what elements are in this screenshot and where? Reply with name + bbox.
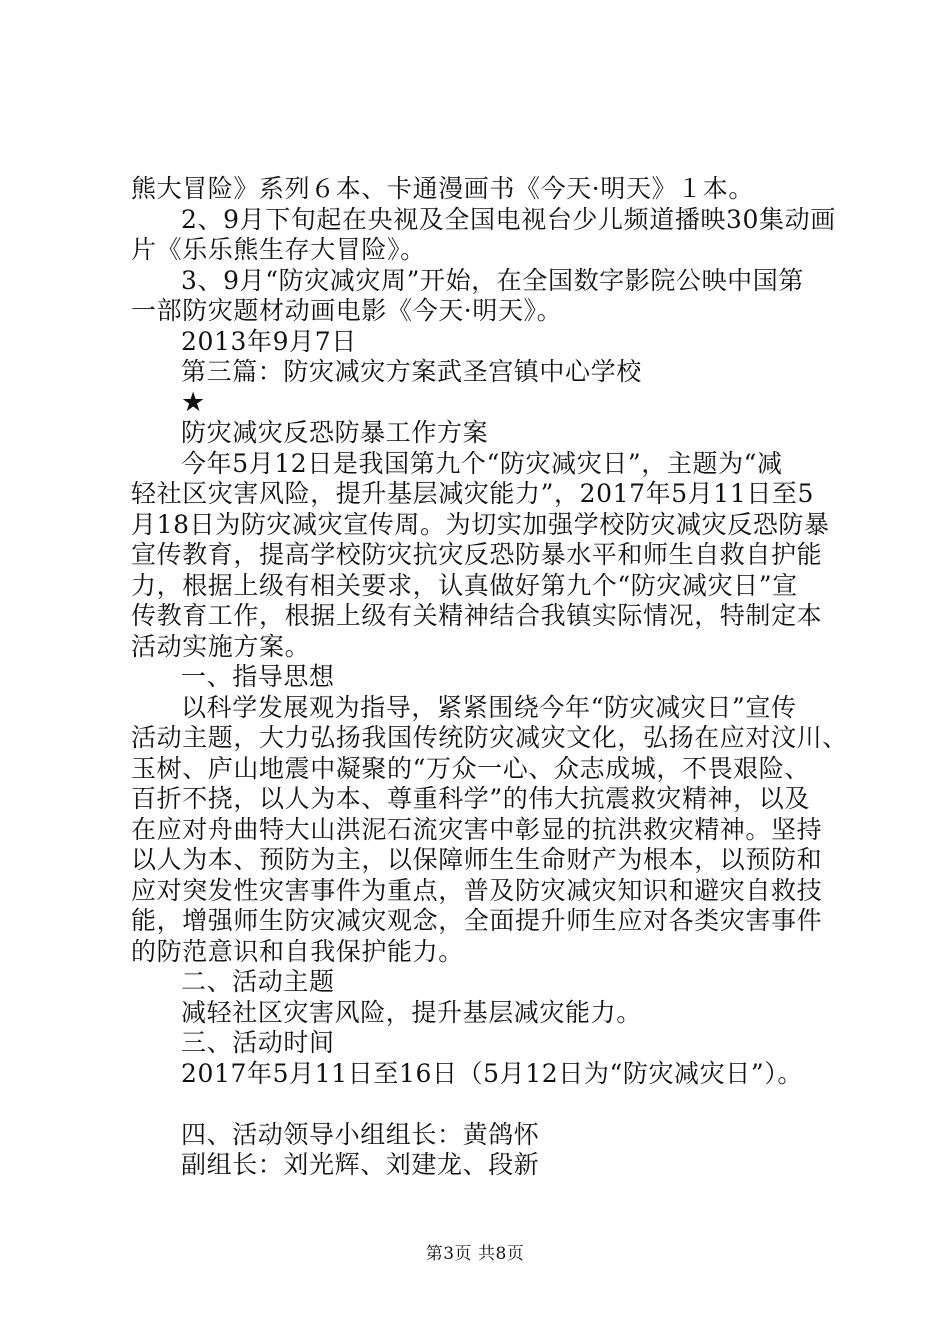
document-body — [131, 174, 848, 1181]
text-line: 玉树、庐山地震中凝聚的“万众一心、众志成城，不畏艰险、 — [131, 753, 810, 783]
text-line: 2017年5月11日至16日（5月12日为“防灾减灾日”）。 — [181, 1058, 803, 1088]
text-line: 以人为本、预防为主，以保障师生生命财产为根本，以预防和 — [131, 845, 823, 874]
text-line: 二、活动主题 — [181, 967, 335, 996]
text-line: 活动主题，大力弘扬我国传统防灾减灾文化，弘扬在应对汶川、 — [131, 723, 848, 752]
text-line: 2013年9月7日 — [181, 326, 357, 356]
text-line: 一、指导思想 — [181, 662, 335, 691]
text-line: 的防范意识和自我保护能力。 — [131, 936, 464, 966]
text-line: 今年5月12日是我国第九个“防灾减灾日”，主题为“减 — [181, 448, 783, 478]
text-line: 在应对舟曲特大山洪泥石流灾害中彰显的抗洪救灾精神。坚持 — [131, 814, 823, 844]
text-line: 副组长：刘光辉、刘建龙、段新 — [181, 1150, 540, 1179]
text-line: 第三篇：防灾减灾方案武圣宫镇中心学校 — [181, 357, 642, 386]
text-line: 以科学发展观为指导，紧紧围绕今年“防灾减灾日”宣传 — [181, 692, 797, 722]
text-line: 四、活动领导小组组长：黄鸽怀 — [181, 1119, 540, 1149]
star-symbol: ★ — [181, 386, 206, 418]
text-line: 能，增强师生防灾减灾观念，全面提升师生应对各类灾害事件 — [131, 906, 823, 935]
text-line: 百折不挠，以人为本、尊重科学”的伟大抗震救灾精神，以及 — [131, 784, 810, 813]
blank-line — [131, 1089, 831, 1120]
text-line: 轻社区灾害风险，提升基层减灾能力”，2017年5月11日至5 — [131, 479, 815, 508]
text-line: 应对突发性灾害事件为重点，普及防灾减灾知识和避灾自救技 — [131, 875, 823, 905]
text-line: 片《乐乐熊生存大冒险》。 — [131, 235, 426, 264]
text-line: 3、9月“防灾减灾周”开始，在全国数字影院公映中国第 — [181, 265, 804, 295]
text-line: 2、9月下旬起在央视及全国电视台少儿频道播映30集动画 — [181, 204, 836, 234]
text-line: 防灾减灾反恐防暴工作方案 — [181, 418, 489, 447]
text-line: 减轻社区灾害风险，提升基层减灾能力。 — [181, 997, 642, 1027]
text-line: 熊大冒险》系列６本、卡通漫画书《今天·明天》１本。 — [131, 174, 754, 203]
text-line: 宣传教育，提高学校防灾抗灾反恐防暴水平和师生自救自护能 — [131, 540, 823, 569]
page-footer: 第3页 共8页 — [425, 1244, 525, 1264]
text-line: 力，根据上级有相关要求，认真做好第九个“防灾减灾日”宣 — [131, 570, 798, 600]
text-line: 月18日为防灾减灾宣传周。为切实加强学校防灾减灾反恐防暴 — [131, 509, 830, 539]
text-line: 活动实施方案。 — [131, 631, 311, 661]
text-line: 传教育工作，根据上级有关精神结合我镇实际情况，特制定本 — [131, 601, 823, 630]
text-line: 三、活动时间 — [181, 1028, 335, 1057]
text-line: 一部防灾题材动画电影《今天·明天》。 — [131, 296, 563, 325]
